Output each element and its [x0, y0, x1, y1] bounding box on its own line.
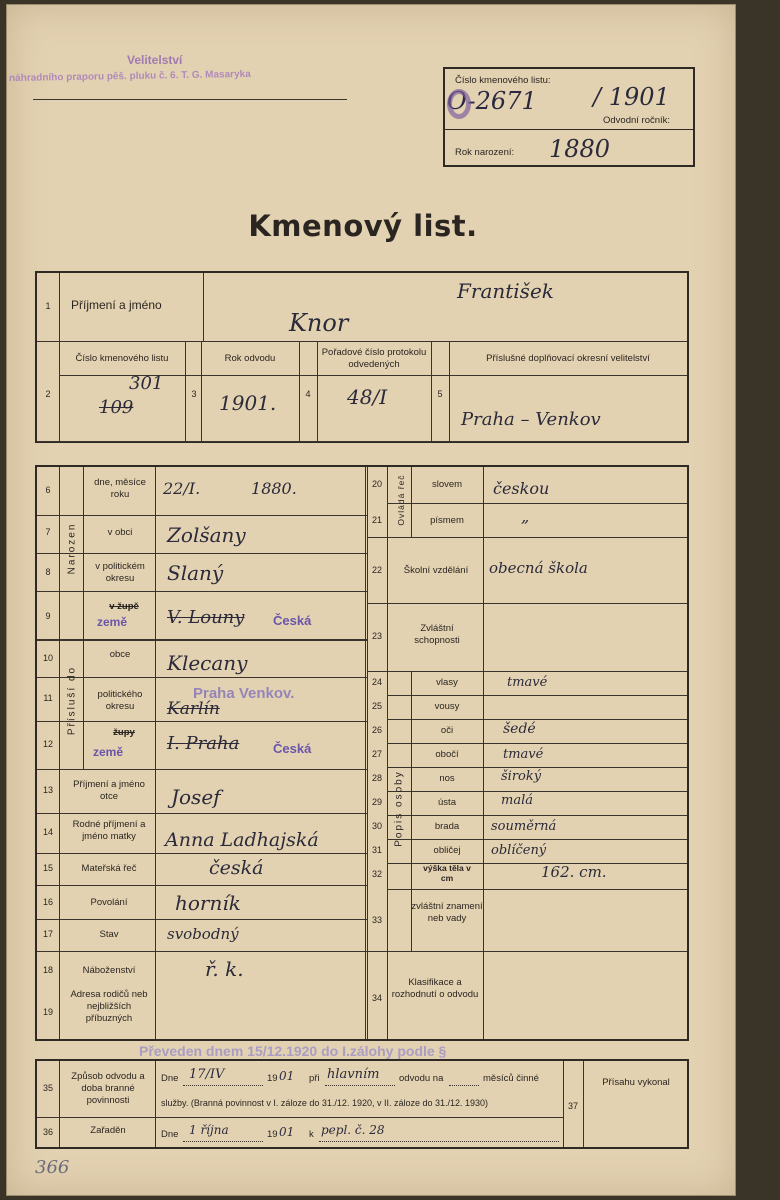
col-order: Pořadové číslo protokolu odvedených [321, 347, 427, 370]
main-section [35, 465, 689, 1041]
value-mother: Anna Ladhajská [165, 829, 319, 851]
document-page [6, 4, 780, 1196]
draft-year-label: Odvodní ročník: [603, 115, 671, 126]
col-draft-year: Rok odvodu [224, 353, 276, 364]
value-mother-tongue: česká [209, 857, 264, 879]
value-draft-date: 17/IV [189, 1067, 225, 1082]
value-birth-county: V. Louny [167, 607, 245, 628]
row-num-12: 12 [42, 739, 53, 749]
row-num-33: 33 [371, 915, 382, 925]
birth-year-label: Rok narození: [455, 147, 515, 158]
value-father: Josef [171, 785, 221, 809]
row-num-30: 30 [371, 821, 382, 831]
label-home-village: obce [109, 649, 131, 660]
registry-box [443, 67, 695, 167]
row-num-1: 1 [45, 301, 51, 311]
row-num-31: 31 [371, 845, 382, 855]
row-num-17: 17 [42, 929, 53, 939]
top-section [35, 271, 689, 443]
label-father: Příjmení a jméno otce [73, 779, 145, 802]
row-num-27: 27 [371, 749, 382, 759]
stamp-home-land: Česká [273, 741, 312, 756]
value-hair: tmavé [507, 675, 548, 690]
label-marks: zvláštní znamení neb vady [411, 901, 483, 924]
row-num-14: 14 [42, 827, 53, 837]
value-birth-village: Zolšany [167, 523, 246, 547]
row-num-13: 13 [42, 785, 53, 795]
o-stamp-circle [447, 89, 471, 119]
label-skills: Zvláštní schopnosti [414, 623, 460, 646]
row-num-10: 10 [42, 653, 53, 663]
first-name-value: František [457, 279, 554, 303]
label-draft-mode: Způsob odvodu a doba branné povinnosti [71, 1071, 145, 1106]
surname-value: Knor [289, 309, 349, 337]
label-classification: Klasifikace a rozhodnutí o odvodu [391, 977, 479, 1000]
label-occupation: Povolání [90, 897, 128, 908]
group-language-label: Ovládá řeč [396, 474, 406, 526]
row-num-37: 37 [567, 1101, 578, 1111]
label-birth-village: v obci [107, 527, 133, 538]
value-draft-year-short: 01 [279, 1069, 295, 1083]
group-belongs-label: Přísluší do [66, 665, 78, 736]
row-num-7: 7 [45, 527, 51, 537]
text-dne-36: Dne [161, 1129, 179, 1140]
value-eyebrows: tmavé [503, 747, 544, 762]
value-assigned-unit: pepl. č. 28 [321, 1123, 385, 1137]
label-height: výška těla v cm [423, 863, 471, 883]
row-num-36: 36 [42, 1127, 53, 1137]
label-eyes: oči [440, 725, 454, 736]
value-eyes: šedé [503, 721, 536, 737]
value-home-county: I. Praha [167, 733, 240, 754]
text-dne-35: Dne [161, 1073, 179, 1084]
label-speak: slovem [431, 479, 463, 490]
label-marital: Stav [99, 929, 119, 940]
value-home-village: Klecany [167, 651, 248, 675]
list-number-value: O-2671 [447, 87, 537, 115]
row-num-32: 32 [371, 869, 382, 879]
group-born-label: Narozen [66, 522, 78, 575]
label-write: písmem [430, 515, 464, 526]
value-face: oblíčený [491, 843, 547, 858]
row-num-2: 2 [45, 389, 51, 399]
row-num-15: 15 [42, 863, 53, 873]
corner-note: 366 [35, 1157, 70, 1178]
office-stamp-line2: náhradního praporu pěš. pluku č. 6. T. G. Masaryka [8, 68, 251, 85]
row-num-21: 21 [371, 515, 382, 525]
document-title: Kmenový list. [248, 209, 478, 243]
row-num-11: 11 [43, 693, 53, 703]
label-education: Školní vzdělání [403, 565, 469, 576]
value-assigned-date: 1 října [189, 1123, 229, 1137]
text-year-prefix-35: 19 [267, 1073, 278, 1084]
value-draft-kind: hlavním [327, 1067, 380, 1082]
col-office: Příslušné doplňovací okresní velitelství [486, 353, 650, 364]
row-num-25: 25 [371, 701, 382, 711]
label-eyebrows: obočí [435, 749, 459, 760]
row-num-24: 24 [371, 677, 382, 687]
list-number-old: 109 [99, 397, 134, 418]
printer-note: Tiskárna MNO. v Praze-Bubenči. Čís. skl. 16/R. (Výnos MNO. č. 210.100/III-3a z r. 1920.) [770, 713, 780, 1051]
label-mother: Rodné příjmení a jméno matky [72, 819, 146, 842]
text-mesicu: měsíců činné [483, 1073, 539, 1084]
list-number-new: 301 [129, 373, 164, 394]
label-birth-district: v politickém okresu [95, 561, 145, 584]
text-odvodu-na: odvodu na [399, 1073, 444, 1084]
draft-year-value: 1901. [219, 391, 277, 415]
value-religion: ř. k. [205, 957, 244, 981]
row-num-8: 8 [45, 567, 51, 577]
name-label: Příjmení a jméno [71, 298, 162, 312]
label-oath: Přísahu vykonal [602, 1077, 670, 1088]
label-birth-land: země [97, 615, 128, 629]
stamp-underline [33, 99, 347, 100]
label-home-county: župy [113, 727, 135, 738]
label-nose: nos [439, 773, 455, 784]
office-stamp-line1: Velitelství [127, 53, 183, 67]
value-occupation: horník [175, 891, 241, 915]
bottom-section [35, 1059, 689, 1149]
row-num-23: 23 [371, 631, 382, 641]
transfer-stamp: Převeden dnem 15/12.1920 do I.zálohy podle § [139, 1043, 447, 1059]
group-description-label: Popis osoby [393, 770, 405, 847]
text-k: k [309, 1129, 314, 1140]
row-num-26: 26 [371, 725, 382, 735]
row-num-3: 3 [191, 389, 197, 399]
label-parents-address: Adresa rodičů neb nejbližších příbuzných [70, 989, 148, 1024]
value-mouth: malá [501, 793, 533, 808]
value-home-district: Karlín [167, 699, 220, 719]
row-num-20: 20 [371, 479, 382, 489]
label-home-land: země [93, 745, 124, 759]
row-num-18: 18 [42, 965, 53, 975]
row-num-9: 9 [45, 611, 51, 621]
label-birth-date: dne, měsíce roku [94, 477, 146, 500]
row-num-29: 29 [371, 797, 382, 807]
order-value: 48/I [347, 385, 388, 409]
label-mother-tongue: Mateřská řeč [81, 863, 137, 874]
row-num-28: 28 [371, 773, 382, 783]
value-chin: souměrná [491, 819, 557, 834]
value-write: „ [521, 507, 530, 526]
row-num-35: 35 [42, 1083, 53, 1093]
label-chin: brada [434, 821, 460, 832]
label-face: obličej [433, 845, 461, 856]
label-assigned: Zařaděn [90, 1125, 126, 1136]
label-birth-county: v župě [109, 601, 139, 612]
row-num-6: 6 [45, 485, 51, 495]
row-num-34: 34 [371, 993, 382, 1003]
stamp-home-district: Praha Venkov. [193, 685, 295, 702]
value-speak: českou [493, 479, 550, 498]
office-value: Praha – Venkov [461, 409, 601, 430]
value-nose: široký [501, 769, 542, 784]
list-number-label: Číslo kmenového listu: [455, 75, 551, 86]
row-num-16: 16 [42, 897, 53, 907]
label-religion: Náboženství [82, 965, 136, 976]
birth-year-value: 1880 [549, 135, 611, 163]
label-home-district: politického okresu [97, 689, 143, 712]
text-service-period: služby. (Branná povinnost v I. záloze do 31./12. 1920, v II. záloze do 31./12. 1930) [161, 1098, 489, 1108]
value-marital: svobodný [167, 925, 239, 943]
label-beard: vousy [434, 701, 460, 712]
value-birth-district: Slaný [167, 561, 224, 585]
label-hair: vlasy [436, 677, 458, 688]
text-pri: při [309, 1073, 320, 1084]
slash-year: / 1901 [593, 83, 670, 111]
row-num-5: 5 [437, 389, 443, 399]
row-num-4: 4 [305, 389, 311, 399]
row-num-22: 22 [371, 565, 382, 575]
registry-divider [445, 129, 693, 130]
row-num-19: 19 [42, 1007, 53, 1017]
value-assigned-year: 01 [279, 1125, 295, 1139]
value-education: obecná škola [489, 559, 588, 577]
value-height: 162. cm. [541, 863, 607, 881]
text-year-prefix-36: 19 [267, 1129, 278, 1140]
value-birth-date: 22/I. 1880. [163, 479, 297, 498]
stamp-birth-land: Česká [273, 613, 312, 628]
label-mouth: ústa [438, 797, 456, 808]
col-list-number: Číslo kmenového listu [75, 353, 169, 364]
